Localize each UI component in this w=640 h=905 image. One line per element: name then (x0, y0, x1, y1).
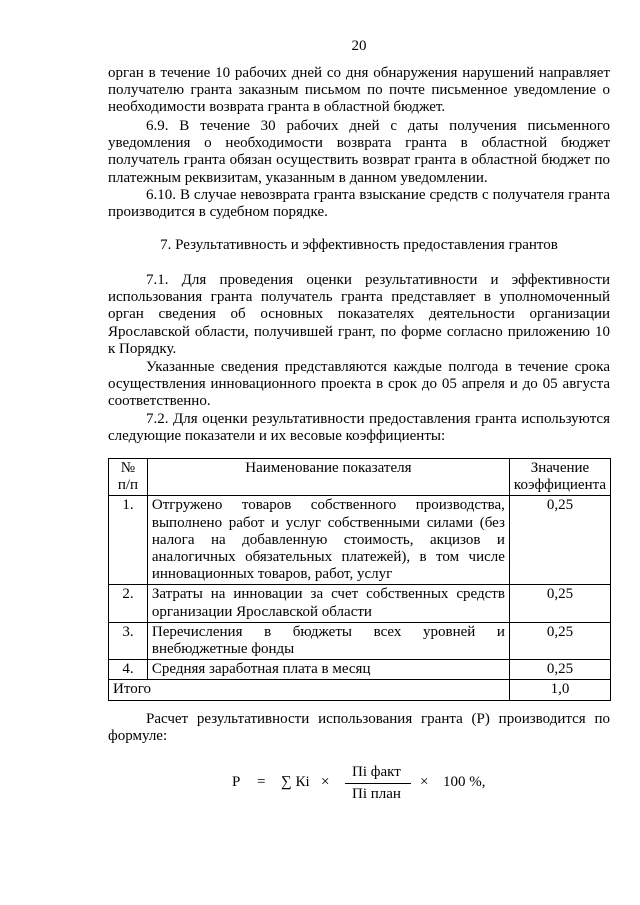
formula-intro: Расчет результативности использования гранта (Р) производится по формуле: (108, 711, 610, 745)
paragraph-6-8-continuation: орган в течение 10 рабочих дней со дня обнаружения нарушений направляет получателю гранта заказным письмом по почте письменное уведомление о необходимости возврата гранта в областной бюджет. (108, 65, 610, 116)
page-number: 20 (351, 38, 367, 54)
formula-times-2: × (420, 774, 429, 790)
row-name: Перечисления в бюджеты всех уровней и внебюджетные фонды (147, 622, 509, 659)
header-num: № п/п (109, 459, 148, 496)
table-header-row (109, 459, 611, 496)
formula-numerator: Пi факт (352, 764, 401, 780)
table-row (109, 585, 611, 622)
row-value: 0,25 (509, 496, 610, 585)
row-value: 0,25 (509, 660, 610, 680)
paragraph-7-2: 7.2. Для оценки результативности предоставления гранта используются следующие показатели и их весовые коэффициенты: (108, 411, 610, 445)
total-value: 1,0 (509, 680, 610, 700)
header-value: Значение коэффициента (509, 459, 610, 496)
indicators-table (108, 458, 611, 701)
row-name: Средняя заработная плата в месяц (147, 660, 509, 680)
row-value: 0,25 (509, 585, 610, 622)
row-num: 4. (109, 660, 148, 680)
table-row (109, 496, 611, 585)
table-row (109, 660, 611, 680)
paragraph-6-9: 6.9. В течение 30 рабочих дней с даты получения письменного уведомления о необходимости возврата гранта в областной бюджет получатель гранта обязан осуществить возврат гранта в областной бюджет по платежным реквизитам, указанным в данном уведомлении. (108, 118, 610, 186)
table-row (109, 622, 611, 659)
row-num: 3. (109, 622, 148, 659)
paragraph-reporting: Указанные сведения представляются каждые полгода в течение срока осуществления инновационного проекта в срок до 05 апреля и до 05 августа соответственно. (108, 359, 610, 410)
fraction-bar (345, 783, 411, 784)
formula-times-1: × (321, 774, 330, 790)
formula-tail: 100 %, (443, 774, 486, 790)
paragraph-6-10: 6.10. В случае невозврата гранта взыскание средств с получателя гранта производится в судебном порядке. (108, 187, 610, 221)
formula-sum: ∑ Кi (281, 774, 310, 790)
table-total-row (109, 680, 611, 700)
row-name: Отгружено товаров собственного производства, выполнено работ и услуг собственными силами (без налога на добавленную стоимость, акцизов и аналогичных обязательных платежей), в том числе инновационных товаров, работ, услуг (147, 496, 509, 585)
total-label: Итого (109, 680, 510, 700)
section-heading: 7. Результативность и эффективность предоставления грантов (160, 237, 558, 253)
formula-equals: = (257, 774, 266, 790)
row-num: 2. (109, 585, 148, 622)
row-num: 1. (109, 496, 148, 585)
row-value: 0,25 (509, 622, 610, 659)
formula-denominator: Пi план (352, 786, 401, 802)
header-name: Наименование показателя (147, 459, 509, 496)
formula-lhs: Р (232, 774, 241, 790)
paragraph-7-1: 7.1. Для проведения оценки результативности и эффективности использования гранта получатель гранта представляет в уполномоченный орган сведения об основных показателях деятельности организации Ярославской области, получившей грант, по форме согласно приложению 10 к Порядку. (108, 272, 610, 357)
row-name: Затраты на инновации за счет собственных средств организации Ярославской области (147, 585, 509, 622)
